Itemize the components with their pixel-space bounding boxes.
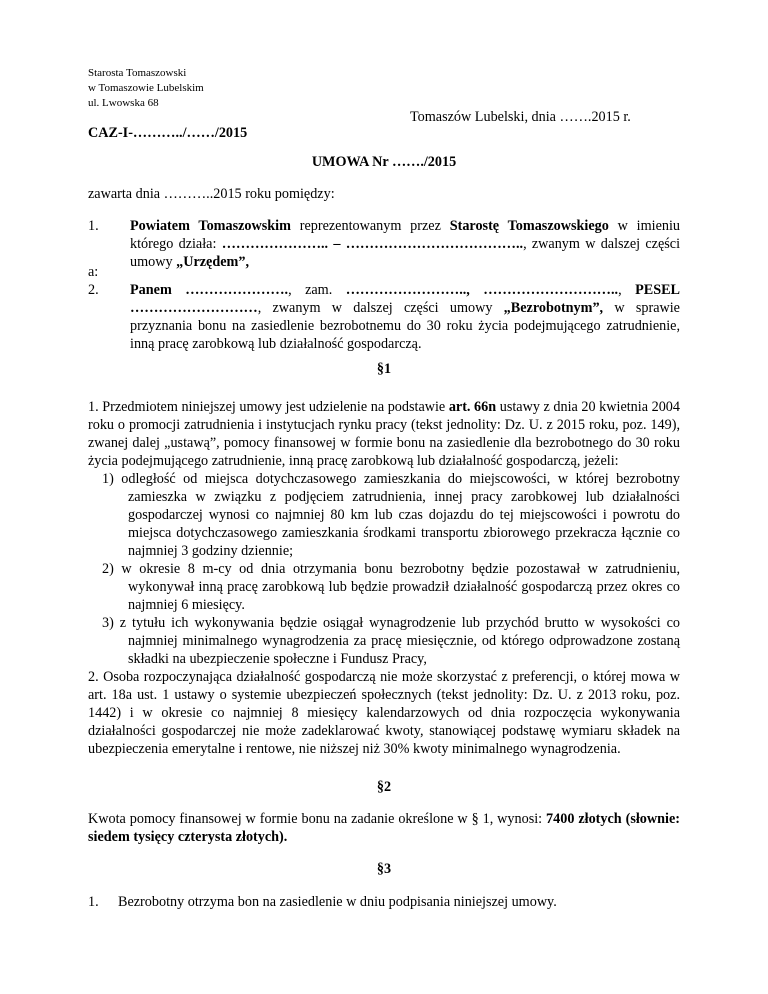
- section-2-body: Kwota pomocy finansowej w formie bonu na zadanie określone w § 1, wynosi: 7400 złotych (słownie: siedem tysięcy czterysta złotych).: [88, 811, 680, 845]
- section-1-body: [88, 398, 680, 758]
- place-date: Tomaszów Lubelski, dnia …….2015 r.: [410, 109, 631, 125]
- reference-number: CAZ-I-………../……/2015: [88, 125, 248, 141]
- party-2: [88, 281, 680, 353]
- condition-item: 3) z tytułu ich wykonywania będzie osiągał wynagrodzenie lub przychód brutto w wysokości co najmniej minimalnego wynagrodzenia za pracę miesięcznie, od którego odprowadzone zostaną składki na ubezpieczenie społeczne i Fundusz Pracy,: [102, 615, 680, 667]
- party-number: 1.: [88, 218, 99, 234]
- item-number: 1.: [88, 894, 99, 910]
- issuer-address: [88, 66, 204, 111]
- document-title: UMOWA Nr ……./2015: [311, 154, 457, 170]
- section-sign-2: §2: [376, 779, 392, 795]
- and-label: a:: [88, 264, 99, 280]
- party-number: 2.: [88, 282, 99, 298]
- issuer-line: w Tomaszowie Lubelskim: [88, 82, 204, 94]
- issuer-line: ul. Lwowska 68: [88, 97, 159, 109]
- party-1: [88, 217, 680, 271]
- section-3-item-text: Bezrobotny otrzyma bon na zasiedlenie w dniu podpisania niniejszej umowy.: [118, 894, 557, 910]
- concluded-date-line: zawarta dnia ………..2015 roku pomiędzy:: [88, 186, 335, 202]
- section-sign-1: §1: [376, 361, 392, 377]
- condition-item: 1) odległość od miejsca dotychczasowego zamieszkania do miejscowości, w której bezrobotny zamieszka w związku z podjęciem zatrudnienia, innej pracy zarobkowej lub działalności gospodarczej wynosi co najmniej 80 km lub czas dojazdu do tej miejscowości i powrotu do miejsca dotychczasowego zamieszkania środkami transportu zbiorowego przekracza łącznie co najmniej 3 godziny dziennie;: [102, 471, 680, 559]
- party-2-text: Panem …………………., zam. …………………….., ……………………….., PESEL ………………………, zwanym w dalszej części umowy „Bezrobotnym”, w sprawie przyznania bonu na zasiedlenie bezrobotnemu do 30 roku życia podejmującego zatrudnienie, inną pracę zarobkową lub działalność gospodarczą.: [130, 282, 681, 352]
- section-1-paragraph-2: 2. Osoba rozpoczynająca działalność gospodarczą nie może skorzystać z preferencji, o której mowa w art. 18a ust. 1 ustawy o systemie ubezpieczeń społecznych (tekst jednolity: Dz. U. z 2013 roku, poz. 1442) i w okresie co najmniej 8 miesięcy kalendarzowych od dnia rozpoczęcia wykonywania działalności gospodarczej nie może zadeklarować kwoty, stanowiącej podstawę wymiaru składek na ubezpieczenia emerytalne i rentowe, nie niższej niż 30% kwoty minimalnego wynagrodzenia.: [88, 669, 680, 757]
- party-1-text: Powiatem Tomaszowskim reprezentowanym przez Starostę Tomaszowskiego w imieniu którego działa: ………………….. – ……………………………….., zwanym w dalszej części umowy „Urzędem”,: [130, 218, 681, 270]
- section-3-item-1: [88, 893, 680, 911]
- section-1-paragraph-1: 1. Przedmiotem niniejszej umowy jest udzielenie na podstawie art. 66n ustawy z dnia 20 kwietnia 2004 roku o promocji zatrudnienia i instytucjach rynku pracy (tekst jednolity: Dz. U. z 2015 roku, poz. 149), zwanej dalej „ustawą”, pomocy finansowej w formie bonu na zasiedlenie dla bezrobotnego do 30 roku życia podejmującego zatrudnienie, inną pracę zarobkową lub działalność gospodarczą, jeżeli:: [88, 399, 680, 469]
- issuer-line: Starosta Tomaszowski: [88, 67, 187, 79]
- section-sign-3: §3: [376, 861, 392, 877]
- condition-item: 2) w okresie 8 m-cy od dnia otrzymania bonu bezrobotny będzie pozostawał w zatrudnieniu, wykonywał inną pracę zarobkową lub będzie prowadził działalność gospodarczą przez okres co najmniej 6 miesięcy.: [102, 561, 680, 613]
